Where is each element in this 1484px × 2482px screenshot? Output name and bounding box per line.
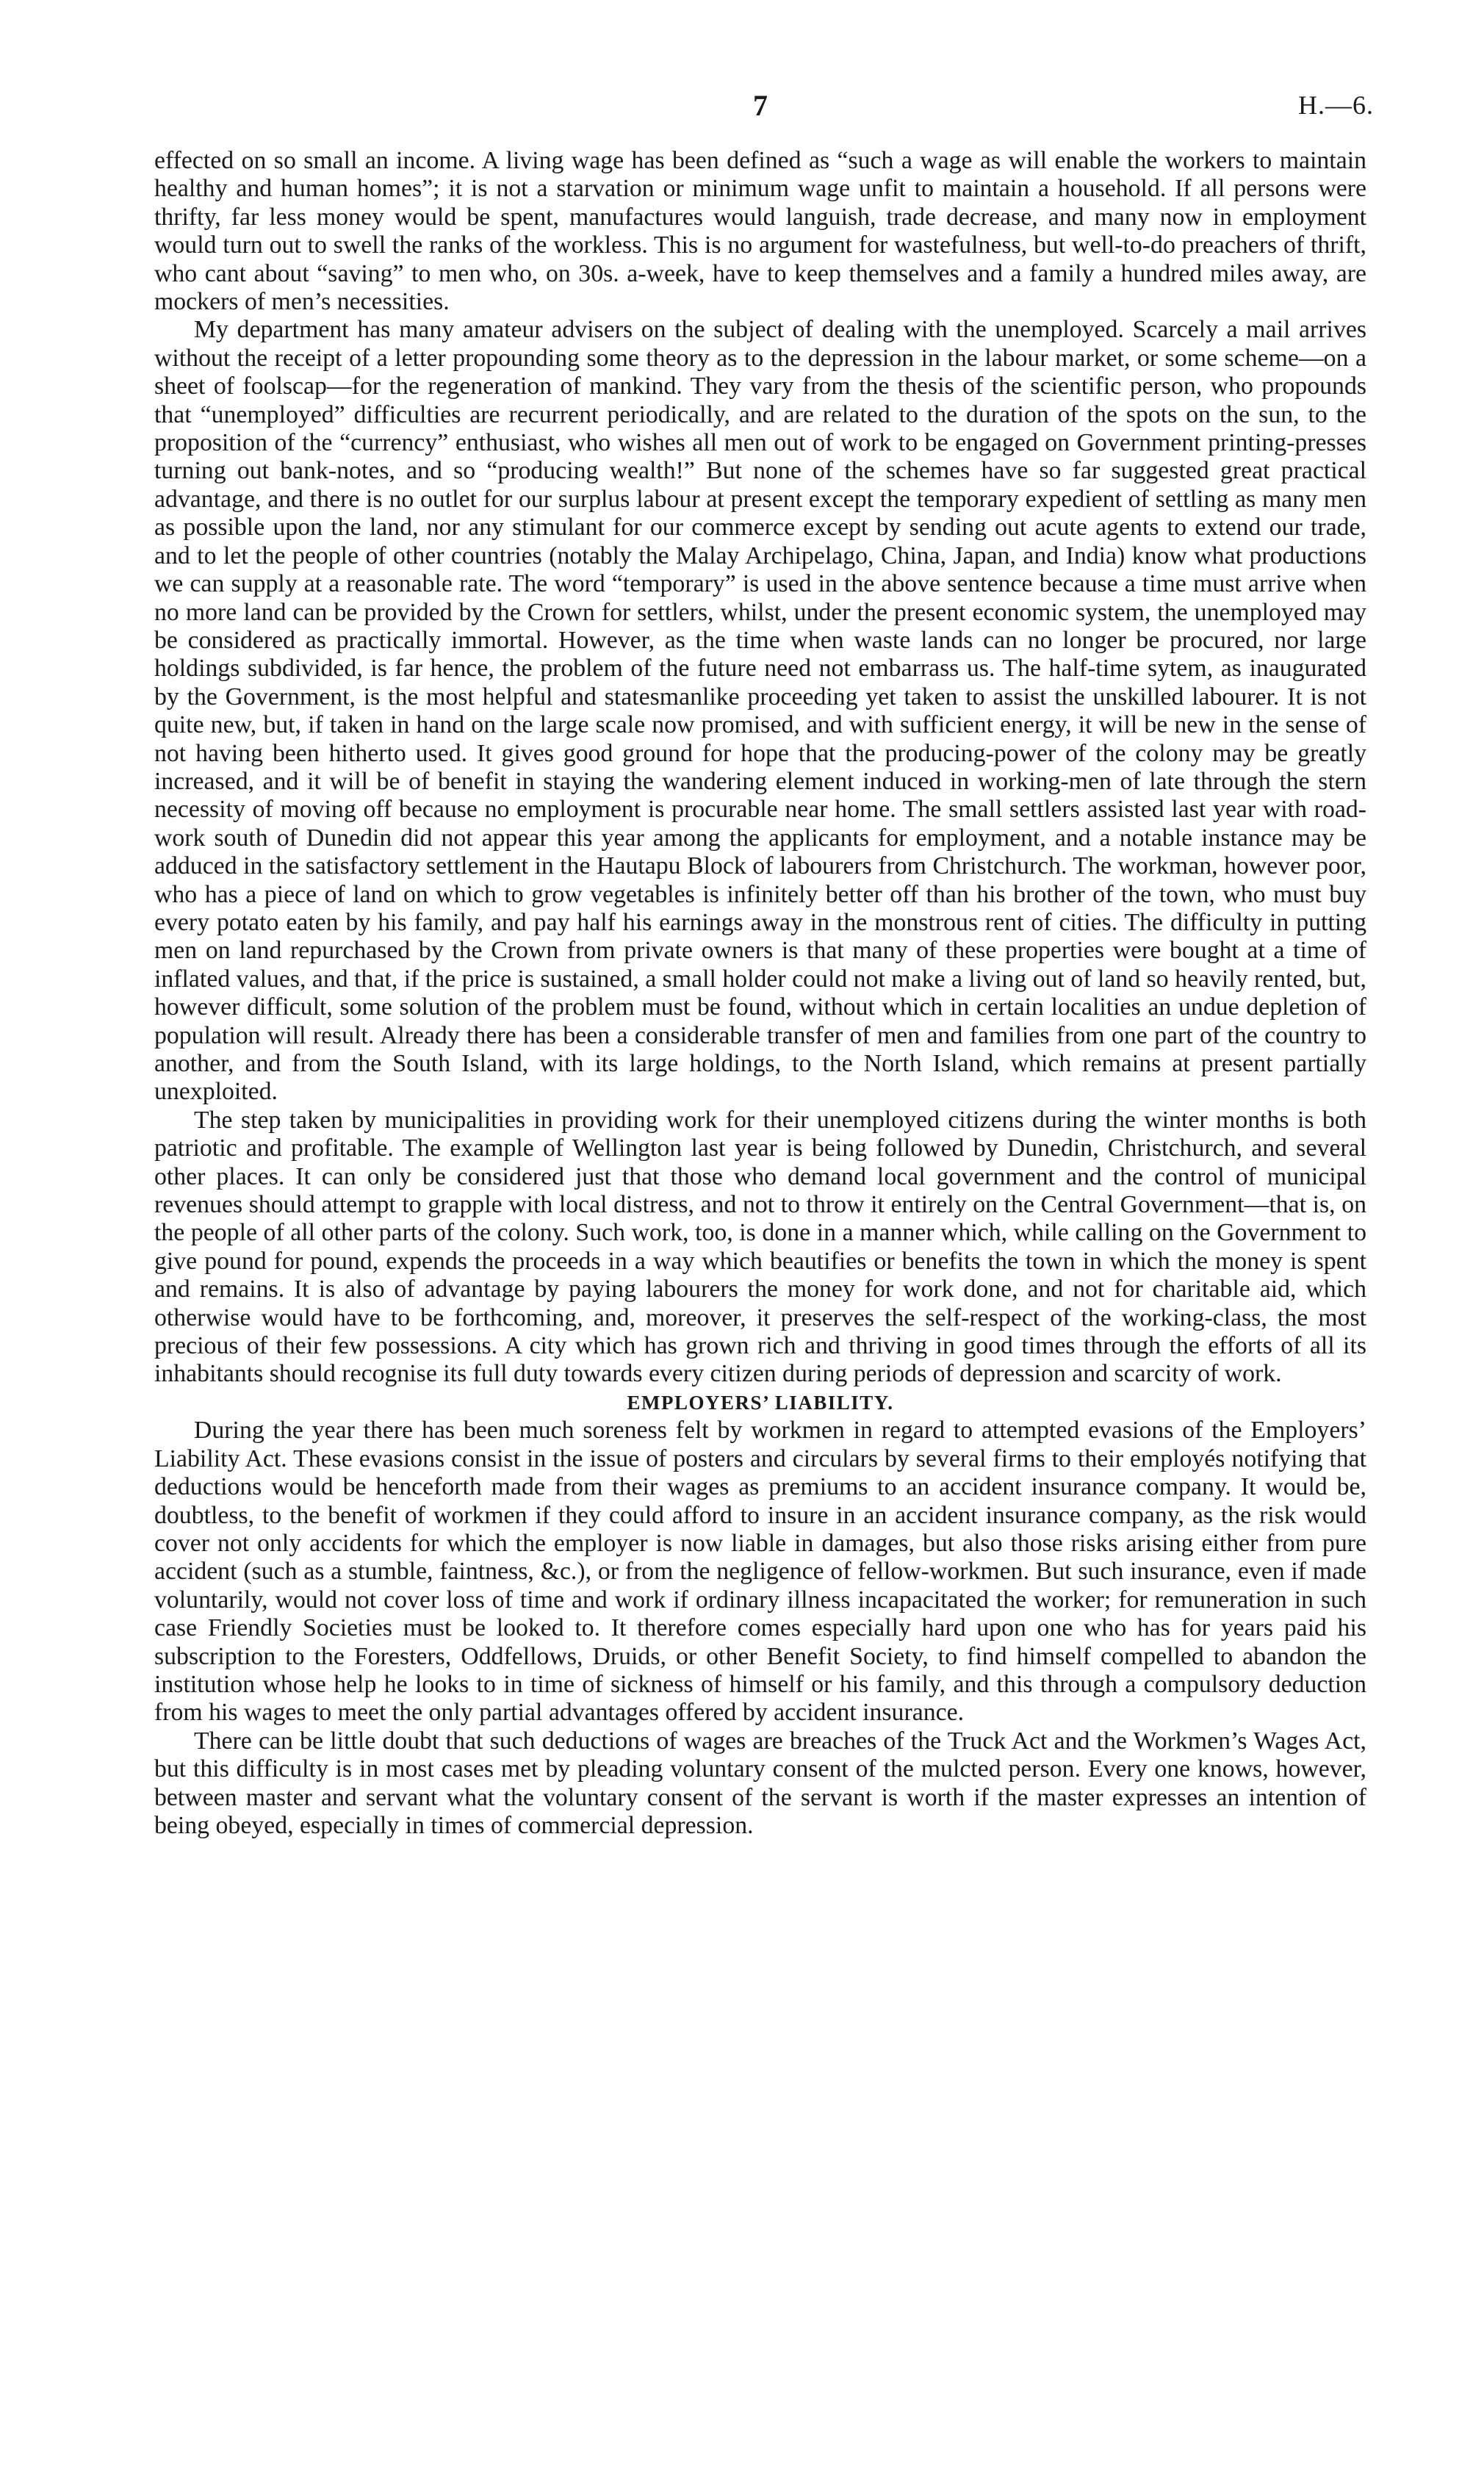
page-header xyxy=(154,88,1374,147)
paragraph-amateur-advisers: My department has many amateur advisers on the subject of dealing with the unemployed. Scarcely a mail arrives without the receipt of a letter propounding some theory as to the depression in the labour market, or some scheme—on a sheet of foolscap—for the regeneration of mankind. They vary from the thesis of the scientific person, who propounds that “unemployed” difficulties are recurrent periodically, and are related to the duration of the spots on the sun, to the proposition of the “currency” enthusiast, who wishes all men out of work to be engaged on Government printing-presses turning out bank-notes, and so “producing wealth!” But none of the schemes have so far suggested great practical advantage, and there is no outlet for our surplus labour at present except the temporary expedient of settling as many men as possible upon the land, nor any stimulant for our commerce except by sending out acute agents to extend our trade, and to let the people of other countries (notably the Malay Archipelago, China, Japan, and India) know what productions we can supply at a reasonable rate. The word “temporary” is used in the above sentence because a time must arrive when no more land can be provided by the Crown for settlers, whilst, under the present economic system, the unemployed may be considered as practically immortal. However, as the time when waste lands can no longer be procured, nor large holdings subdivided, is far hence, the problem of the future need not embarrass us. The half-time sytem, as inaugurated by the Government, is the most helpful and statesmanlike proceeding yet taken to assist the unskilled labourer. It is not quite new, but, if taken in hand on the large scale now promised, and with sufficient energy, it will be new in the sense of not having been hitherto used. It gives good ground for hope that the producing-power of the colony may be greatly increased, and it will be of benefit in staying the wandering element induced in working-men of late through the stern necessity of moving off because no employment is procurable near home. The small settlers assisted last year with road-work south of Dunedin did not appear this year among the applicants for employment, and a notable instance may be adduced in the satisfactory settlement in the Hautapu Block of labourers from Christchurch. The workman, however poor, who has a piece of land on which to grow vegetables is infinitely better off than his brother of the town, who must buy every potato eaten by his family, and pay half his earnings away in the monstrous rent of cities. The difficulty in putting men on land repurchased by the Crown from private owners is that many of these properties were bought at a time of inflated values, and that, if the price is sustained, a small holder could not make a living out of land so heavily rented, but, however difficult, some solution of the problem must be found, without which in certain localities an undue depletion of population will result. Already there has been a considerable transfer of men and families from one part of the country to another, and from the South Island, with its large holdings, to the North Island, which remains at present partially unexploited. xyxy=(154,316,1366,1106)
document-page xyxy=(154,88,1374,1840)
paragraph-evasions: During the year there has been much soreness felt by workmen in regard to attempted evasions of the Employers’ Liability Act. These evasions consist in the issue of posters and circulars by several firms to their employés notifying that deductions would be henceforth made from their wages as premiums to an accident insurance company. It would be, doubtless, to the benefit of workmen if they could afford to insure in an accident insurance company, as the risk would cover not only accidents for which the employer is now liable in damages, but also those risks arising either from pure accident (such as a stumble, faintness, &c.), or from the negligence of fellow-workmen. But such insurance, even if made voluntarily, would not cover loss of time and work if ordinary illness incapacitated the worker; for remuneration in such case Friendly Societies must be looked to. It therefore comes especially hard upon one who has for years paid his subscription to the Foresters, Oddfellows, Druids, or other Benefit Society, to find himself compelled to abandon the institution whose help he looks to in time of sickness of himself or his family, and this through a compulsory deduction from his wages to meet the only partial advantages offered by accident insurance. xyxy=(154,1417,1366,1727)
body-text xyxy=(154,147,1366,1840)
paragraph-continued: effected on so small an income. A living wage has been defined as “such a wage as will enable the workers to maintain healthy and human homes”; it is not a starvation or minimum wage unfit to maintain a household. If all persons were thrifty, far less money would be spent, manufactures would languish, trade decrease, and many now in employment would turn out to swell the ranks of the workless. This is no argument for wastefulness, but well-to-do preachers of thrift, who cant about “saving” to men who, on 30s. a-week, have to keep themselves and a family a hundred miles away, are mockers of men’s necessities. xyxy=(154,147,1366,316)
document-reference: H.—6. xyxy=(1298,90,1374,120)
page-number: 7 xyxy=(753,89,768,122)
section-heading-employers-liability: EMPLOYERS’ LIABILITY. xyxy=(627,1391,894,1414)
paragraph-municipalities: The step taken by municipalities in providing work for their unemployed citizens during the winter months is both patriotic and profitable. The example of Wellington last year is being followed by Dunedin, Christchurch, and several other places. It can only be considered just that those who demand local government and the control of municipal revenues should attempt to grapple with local distress, and not to throw it entirely on the Central Government—that is, on the people of all other parts of the colony. Such work, too, is done in a manner which, while calling on the Government to give pound for pound, expends the proceeds in a way which beautifies or benefits the town in which the money is spent and remains. It is also of advantage by paying labourers the money for work done, and not for charitable aid, which otherwise would have to be forthcoming, and, moreover, it preserves the self-respect of the working-class, the most precious of their few possessions. A city which has grown rich and thriving in good times through the efforts of all its inhabitants should recognise its full duty towards every citizen during periods of depression and scarcity of work. xyxy=(154,1106,1366,1388)
paragraph-truck-act: There can be little doubt that such deductions of wages are breaches of the Truck Act and the Workmen’s Wages Act, but this difficulty is in most cases met by pleading voluntary consent of the mulcted person. Every one knows, however, between master and servant what the voluntary consent of the servant is worth if the master expresses an intention of being obeyed, especially in times of commercial depression. xyxy=(154,1727,1366,1839)
